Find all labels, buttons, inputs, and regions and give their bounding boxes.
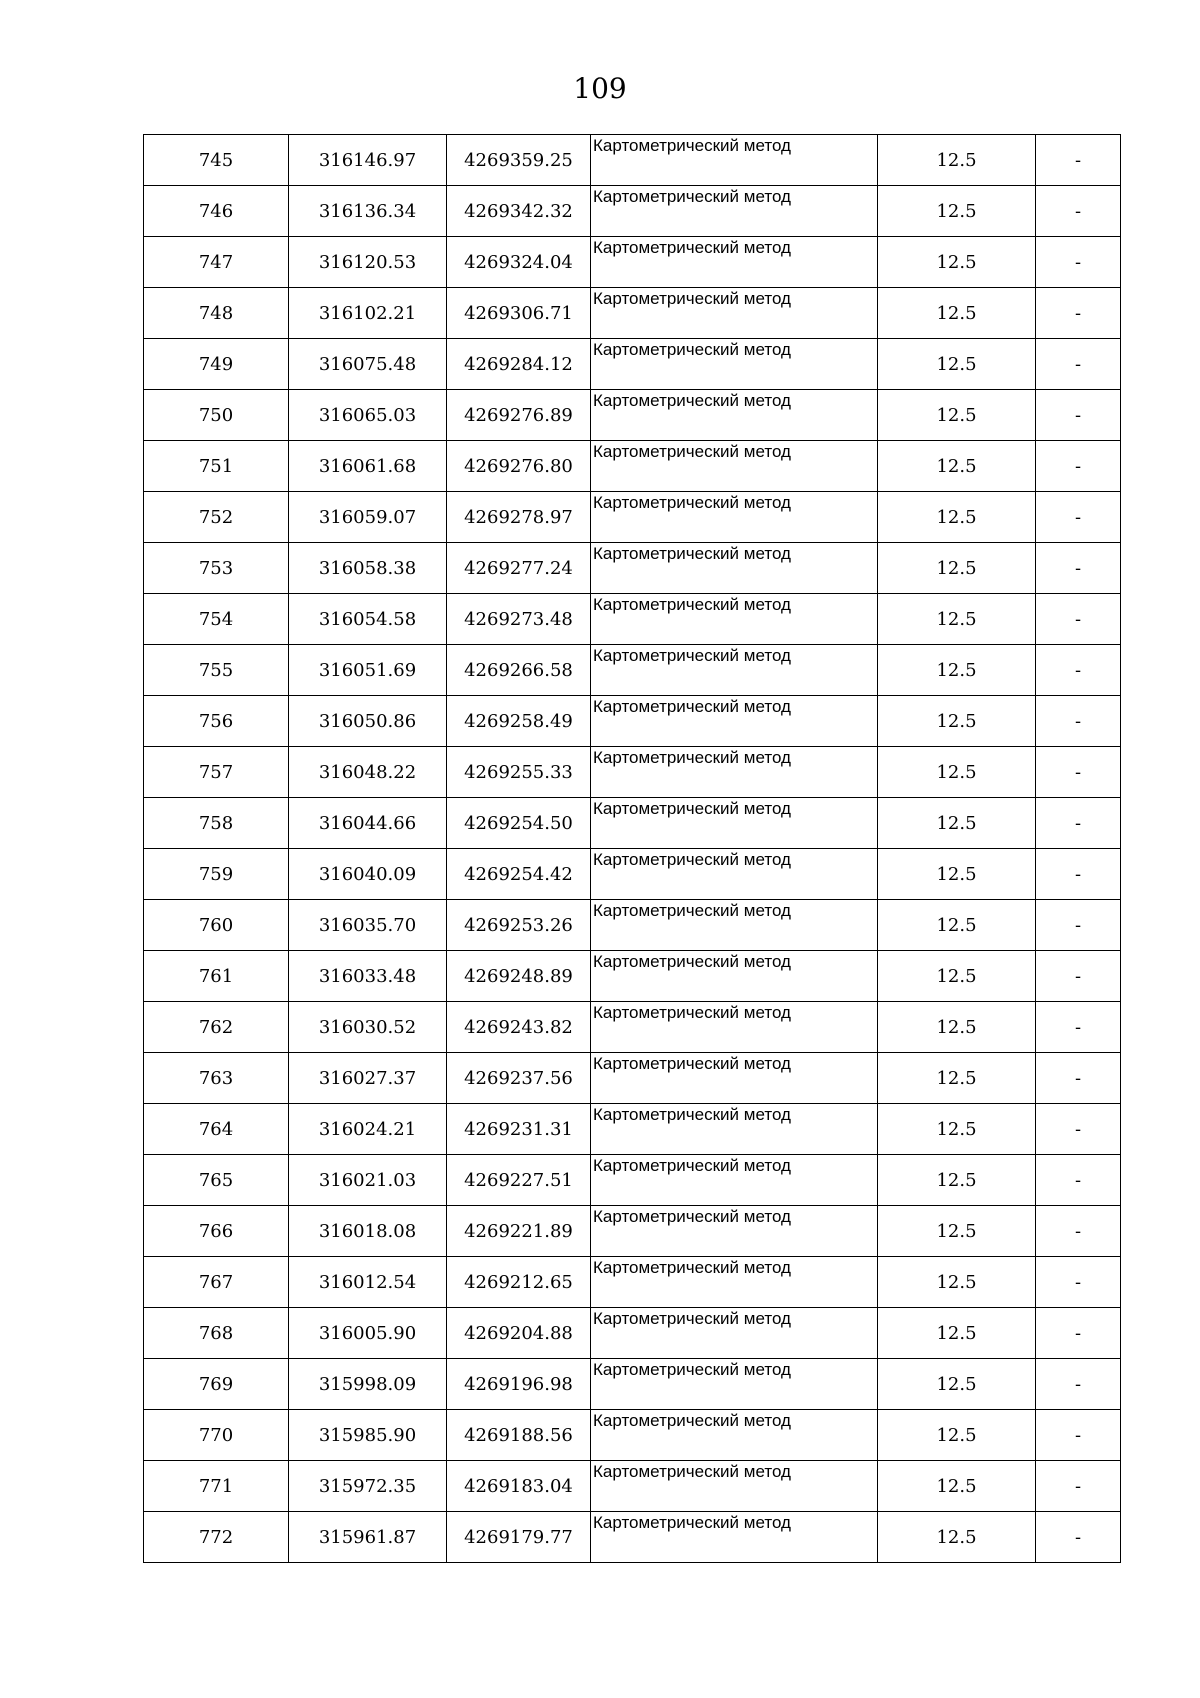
y-coordinate-cell: 4269237.56 bbox=[447, 1053, 591, 1104]
point-number-cell: 756 bbox=[144, 696, 289, 747]
x-coordinate-cell: 316061.68 bbox=[289, 441, 447, 492]
x-coordinate-cell: 316033.48 bbox=[289, 951, 447, 1002]
accuracy-cell: 12.5 bbox=[878, 1359, 1036, 1410]
table-row bbox=[144, 288, 1121, 339]
table-row bbox=[144, 1206, 1121, 1257]
y-coordinate-cell: 4269258.49 bbox=[447, 696, 591, 747]
method-cell: Картометрический метод bbox=[591, 798, 878, 849]
x-coordinate-cell: 316018.08 bbox=[289, 1206, 447, 1257]
point-number-cell: 748 bbox=[144, 288, 289, 339]
accuracy-cell: 12.5 bbox=[878, 1512, 1036, 1563]
point-number-cell: 758 bbox=[144, 798, 289, 849]
method-cell: Картометрический метод bbox=[591, 747, 878, 798]
x-coordinate-cell: 316102.21 bbox=[289, 288, 447, 339]
x-coordinate-cell: 316065.03 bbox=[289, 390, 447, 441]
accuracy-cell: 12.5 bbox=[878, 951, 1036, 1002]
note-cell: - bbox=[1036, 1104, 1121, 1155]
x-coordinate-cell: 316005.90 bbox=[289, 1308, 447, 1359]
note-cell: - bbox=[1036, 390, 1121, 441]
table-row bbox=[144, 1155, 1121, 1206]
method-cell: Картометрический метод bbox=[591, 951, 878, 1002]
method-cell: Картометрический метод bbox=[591, 492, 878, 543]
accuracy-cell: 12.5 bbox=[878, 186, 1036, 237]
note-cell: - bbox=[1036, 1155, 1121, 1206]
point-number-cell: 766 bbox=[144, 1206, 289, 1257]
note-cell: - bbox=[1036, 1053, 1121, 1104]
coordinates-table bbox=[143, 134, 1121, 1563]
y-coordinate-cell: 4269342.32 bbox=[447, 186, 591, 237]
y-coordinate-cell: 4269179.77 bbox=[447, 1512, 591, 1563]
note-cell: - bbox=[1036, 900, 1121, 951]
table-row bbox=[144, 1053, 1121, 1104]
point-number-cell: 746 bbox=[144, 186, 289, 237]
method-cell: Картометрический метод bbox=[591, 1053, 878, 1104]
method-cell: Картометрический метод bbox=[591, 849, 878, 900]
table-row bbox=[144, 1461, 1121, 1512]
y-coordinate-cell: 4269227.51 bbox=[447, 1155, 591, 1206]
x-coordinate-cell: 315961.87 bbox=[289, 1512, 447, 1563]
x-coordinate-cell: 316040.09 bbox=[289, 849, 447, 900]
table-row bbox=[144, 849, 1121, 900]
point-number-cell: 764 bbox=[144, 1104, 289, 1155]
point-number-cell: 770 bbox=[144, 1410, 289, 1461]
x-coordinate-cell: 316048.22 bbox=[289, 747, 447, 798]
note-cell: - bbox=[1036, 135, 1121, 186]
x-coordinate-cell: 316012.54 bbox=[289, 1257, 447, 1308]
note-cell: - bbox=[1036, 1359, 1121, 1410]
point-number-cell: 753 bbox=[144, 543, 289, 594]
x-coordinate-cell: 316059.07 bbox=[289, 492, 447, 543]
y-coordinate-cell: 4269306.71 bbox=[447, 288, 591, 339]
accuracy-cell: 12.5 bbox=[878, 1461, 1036, 1512]
method-cell: Картометрический метод bbox=[591, 339, 878, 390]
note-cell: - bbox=[1036, 1002, 1121, 1053]
x-coordinate-cell: 315972.35 bbox=[289, 1461, 447, 1512]
accuracy-cell: 12.5 bbox=[878, 849, 1036, 900]
table-row bbox=[144, 135, 1121, 186]
accuracy-cell: 12.5 bbox=[878, 1155, 1036, 1206]
method-cell: Картометрический метод bbox=[591, 900, 878, 951]
x-coordinate-cell: 316146.97 bbox=[289, 135, 447, 186]
method-cell: Картометрический метод bbox=[591, 1359, 878, 1410]
point-number-cell: 765 bbox=[144, 1155, 289, 1206]
accuracy-cell: 12.5 bbox=[878, 747, 1036, 798]
note-cell: - bbox=[1036, 543, 1121, 594]
accuracy-cell: 12.5 bbox=[878, 1053, 1036, 1104]
point-number-cell: 759 bbox=[144, 849, 289, 900]
table-row bbox=[144, 339, 1121, 390]
point-number-cell: 747 bbox=[144, 237, 289, 288]
note-cell: - bbox=[1036, 1512, 1121, 1563]
method-cell: Картометрический метод bbox=[591, 696, 878, 747]
note-cell: - bbox=[1036, 1410, 1121, 1461]
y-coordinate-cell: 4269266.58 bbox=[447, 645, 591, 696]
method-cell: Картометрический метод bbox=[591, 441, 878, 492]
table-row bbox=[144, 492, 1121, 543]
table-row bbox=[144, 1410, 1121, 1461]
method-cell: Картометрический метод bbox=[591, 594, 878, 645]
table-row bbox=[144, 543, 1121, 594]
y-coordinate-cell: 4269248.89 bbox=[447, 951, 591, 1002]
point-number-cell: 768 bbox=[144, 1308, 289, 1359]
method-cell: Картометрический метод bbox=[591, 1104, 878, 1155]
y-coordinate-cell: 4269359.25 bbox=[447, 135, 591, 186]
accuracy-cell: 12.5 bbox=[878, 900, 1036, 951]
x-coordinate-cell: 315998.09 bbox=[289, 1359, 447, 1410]
table-row bbox=[144, 237, 1121, 288]
table-row bbox=[144, 1359, 1121, 1410]
point-number-cell: 772 bbox=[144, 1512, 289, 1563]
table-row bbox=[144, 1104, 1121, 1155]
note-cell: - bbox=[1036, 747, 1121, 798]
note-cell: - bbox=[1036, 1461, 1121, 1512]
point-number-cell: 762 bbox=[144, 1002, 289, 1053]
note-cell: - bbox=[1036, 1308, 1121, 1359]
table-row bbox=[144, 1257, 1121, 1308]
accuracy-cell: 12.5 bbox=[878, 543, 1036, 594]
accuracy-cell: 12.5 bbox=[878, 492, 1036, 543]
accuracy-cell: 12.5 bbox=[878, 1257, 1036, 1308]
x-coordinate-cell: 316021.03 bbox=[289, 1155, 447, 1206]
x-coordinate-cell: 316044.66 bbox=[289, 798, 447, 849]
point-number-cell: 760 bbox=[144, 900, 289, 951]
point-number-cell: 749 bbox=[144, 339, 289, 390]
note-cell: - bbox=[1036, 645, 1121, 696]
x-coordinate-cell: 316051.69 bbox=[289, 645, 447, 696]
note-cell: - bbox=[1036, 1257, 1121, 1308]
x-coordinate-cell: 316054.58 bbox=[289, 594, 447, 645]
accuracy-cell: 12.5 bbox=[878, 1104, 1036, 1155]
method-cell: Картометрический метод bbox=[591, 543, 878, 594]
accuracy-cell: 12.5 bbox=[878, 1002, 1036, 1053]
note-cell: - bbox=[1036, 696, 1121, 747]
y-coordinate-cell: 4269273.48 bbox=[447, 594, 591, 645]
method-cell: Картометрический метод bbox=[591, 186, 878, 237]
x-coordinate-cell: 316024.21 bbox=[289, 1104, 447, 1155]
x-coordinate-cell: 316027.37 bbox=[289, 1053, 447, 1104]
method-cell: Картометрический метод bbox=[591, 288, 878, 339]
note-cell: - bbox=[1036, 951, 1121, 1002]
method-cell: Картометрический метод bbox=[591, 135, 878, 186]
table-row bbox=[144, 594, 1121, 645]
point-number-cell: 763 bbox=[144, 1053, 289, 1104]
table-row bbox=[144, 645, 1121, 696]
point-number-cell: 751 bbox=[144, 441, 289, 492]
y-coordinate-cell: 4269254.50 bbox=[447, 798, 591, 849]
x-coordinate-cell: 316136.34 bbox=[289, 186, 447, 237]
y-coordinate-cell: 4269255.33 bbox=[447, 747, 591, 798]
note-cell: - bbox=[1036, 339, 1121, 390]
point-number-cell: 767 bbox=[144, 1257, 289, 1308]
note-cell: - bbox=[1036, 1206, 1121, 1257]
accuracy-cell: 12.5 bbox=[878, 441, 1036, 492]
table-row bbox=[144, 1512, 1121, 1563]
method-cell: Картометрический метод bbox=[591, 1257, 878, 1308]
table-row bbox=[144, 747, 1121, 798]
point-number-cell: 771 bbox=[144, 1461, 289, 1512]
y-coordinate-cell: 4269183.04 bbox=[447, 1461, 591, 1512]
accuracy-cell: 12.5 bbox=[878, 1206, 1036, 1257]
x-coordinate-cell: 315985.90 bbox=[289, 1410, 447, 1461]
x-coordinate-cell: 316050.86 bbox=[289, 696, 447, 747]
accuracy-cell: 12.5 bbox=[878, 645, 1036, 696]
point-number-cell: 757 bbox=[144, 747, 289, 798]
accuracy-cell: 12.5 bbox=[878, 390, 1036, 441]
table-row bbox=[144, 1002, 1121, 1053]
table-row bbox=[144, 186, 1121, 237]
point-number-cell: 754 bbox=[144, 594, 289, 645]
point-number-cell: 752 bbox=[144, 492, 289, 543]
x-coordinate-cell: 316030.52 bbox=[289, 1002, 447, 1053]
y-coordinate-cell: 4269276.80 bbox=[447, 441, 591, 492]
y-coordinate-cell: 4269204.88 bbox=[447, 1308, 591, 1359]
y-coordinate-cell: 4269196.98 bbox=[447, 1359, 591, 1410]
y-coordinate-cell: 4269231.31 bbox=[447, 1104, 591, 1155]
note-cell: - bbox=[1036, 441, 1121, 492]
note-cell: - bbox=[1036, 237, 1121, 288]
method-cell: Картометрический метод bbox=[591, 1410, 878, 1461]
accuracy-cell: 12.5 bbox=[878, 1308, 1036, 1359]
accuracy-cell: 12.5 bbox=[878, 135, 1036, 186]
table-row bbox=[144, 441, 1121, 492]
y-coordinate-cell: 4269324.04 bbox=[447, 237, 591, 288]
method-cell: Картометрический метод bbox=[591, 237, 878, 288]
table-row bbox=[144, 798, 1121, 849]
page-number: 109 bbox=[573, 72, 627, 105]
method-cell: Картометрический метод bbox=[591, 1155, 878, 1206]
method-cell: Картометрический метод bbox=[591, 390, 878, 441]
accuracy-cell: 12.5 bbox=[878, 696, 1036, 747]
note-cell: - bbox=[1036, 186, 1121, 237]
accuracy-cell: 12.5 bbox=[878, 339, 1036, 390]
table-row bbox=[144, 696, 1121, 747]
table-row bbox=[144, 1308, 1121, 1359]
method-cell: Картометрический метод bbox=[591, 1461, 878, 1512]
x-coordinate-cell: 316035.70 bbox=[289, 900, 447, 951]
accuracy-cell: 12.5 bbox=[878, 237, 1036, 288]
y-coordinate-cell: 4269276.89 bbox=[447, 390, 591, 441]
method-cell: Картометрический метод bbox=[591, 1206, 878, 1257]
y-coordinate-cell: 4269188.56 bbox=[447, 1410, 591, 1461]
accuracy-cell: 12.5 bbox=[878, 594, 1036, 645]
method-cell: Картометрический метод bbox=[591, 645, 878, 696]
point-number-cell: 769 bbox=[144, 1359, 289, 1410]
method-cell: Картометрический метод bbox=[591, 1308, 878, 1359]
accuracy-cell: 12.5 bbox=[878, 798, 1036, 849]
point-number-cell: 750 bbox=[144, 390, 289, 441]
y-coordinate-cell: 4269278.97 bbox=[447, 492, 591, 543]
method-cell: Картометрический метод bbox=[591, 1512, 878, 1563]
y-coordinate-cell: 4269212.65 bbox=[447, 1257, 591, 1308]
y-coordinate-cell: 4269253.26 bbox=[447, 900, 591, 951]
x-coordinate-cell: 316075.48 bbox=[289, 339, 447, 390]
note-cell: - bbox=[1036, 594, 1121, 645]
x-coordinate-cell: 316120.53 bbox=[289, 237, 447, 288]
note-cell: - bbox=[1036, 849, 1121, 900]
y-coordinate-cell: 4269277.24 bbox=[447, 543, 591, 594]
table-row bbox=[144, 951, 1121, 1002]
method-cell: Картометрический метод bbox=[591, 1002, 878, 1053]
x-coordinate-cell: 316058.38 bbox=[289, 543, 447, 594]
accuracy-cell: 12.5 bbox=[878, 1410, 1036, 1461]
y-coordinate-cell: 4269284.12 bbox=[447, 339, 591, 390]
note-cell: - bbox=[1036, 492, 1121, 543]
note-cell: - bbox=[1036, 288, 1121, 339]
table-row bbox=[144, 390, 1121, 441]
point-number-cell: 755 bbox=[144, 645, 289, 696]
coordinates-table-body bbox=[144, 135, 1121, 1563]
point-number-cell: 761 bbox=[144, 951, 289, 1002]
table-row bbox=[144, 900, 1121, 951]
y-coordinate-cell: 4269254.42 bbox=[447, 849, 591, 900]
y-coordinate-cell: 4269243.82 bbox=[447, 1002, 591, 1053]
point-number-cell: 745 bbox=[144, 135, 289, 186]
note-cell: - bbox=[1036, 798, 1121, 849]
accuracy-cell: 12.5 bbox=[878, 288, 1036, 339]
y-coordinate-cell: 4269221.89 bbox=[447, 1206, 591, 1257]
